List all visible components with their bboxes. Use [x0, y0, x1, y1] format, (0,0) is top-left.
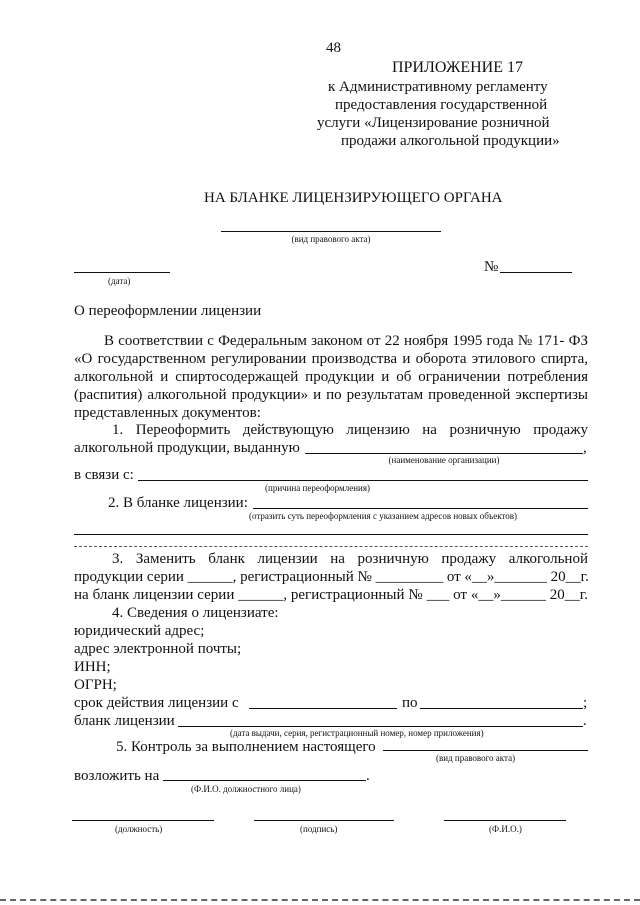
appendix-line-4: продажи алкогольной продукции» [341, 133, 560, 149]
blank-label: бланк лицензии [74, 713, 175, 729]
intro-line-5: представленных документов: [74, 405, 261, 421]
reason-label: (причина переоформления) [265, 483, 370, 493]
issue-details-label: (дата выдачи, серия, регистрационный номер, номер приложения) [230, 728, 484, 738]
validity-to-line [420, 708, 583, 709]
validity-to: по [402, 695, 418, 711]
appendix-title: ПРИЛОЖЕНИЕ 17 [392, 59, 524, 76]
field-legal-address: юридический адрес; [74, 623, 205, 639]
subject: О переоформлении лицензии [74, 303, 262, 319]
blank-header: НА БЛАНКЕ ЛИЦЕНЗИРУЮЩЕГО ОРГАНА [204, 190, 503, 206]
org-name-line [305, 453, 583, 454]
validity-prefix: срок действия лицензии с [74, 695, 239, 711]
intro-line-3: алкогольной и спиртосодержащей продукции и об ограничении потребления [74, 369, 588, 385]
org-name-label: (наименование организации) [388, 455, 500, 465]
position-label: (должность) [115, 824, 163, 834]
number-line [500, 272, 572, 273]
position-line [72, 820, 214, 821]
appendix-line-2: предоставления государственной [335, 97, 548, 113]
reason-line [138, 480, 588, 481]
act-type-label-2: (вид правового акта) [436, 753, 516, 763]
item1-line-2: алкогольной продукции, выданную [74, 440, 300, 456]
blank-line-2 [74, 546, 588, 547]
item3-line-2: продукции серии ______, регистрационный № _________ от «__»_______ 20__г. [74, 569, 589, 585]
intro-line-1: В соответствии с Федеральным законом от 22 ноября 1995 года № 171- ФЗ [104, 333, 588, 349]
item2-text: 2. В бланке лицензии: [108, 495, 248, 511]
scan-edge [0, 899, 640, 901]
number-sign: № [484, 259, 499, 275]
essence-label: (отразить суть переоформления с указанием адресов новых объектов) [249, 511, 518, 521]
item3-line-1: 3. Заменить бланк лицензии на розничную продажу алкогольной [112, 551, 588, 567]
in-connection: в связи с: [74, 467, 134, 483]
appendix-line-1: к Административному регламенту [328, 79, 548, 95]
field-inn: ИНН; [74, 659, 111, 675]
official-line [163, 780, 366, 781]
signature-line [254, 820, 394, 821]
fio-official-label: (Ф.И.О. должностного лица) [191, 784, 301, 794]
assign-to: возложить на [74, 768, 160, 784]
validity-from-line [249, 708, 397, 709]
item5-text: 5. Контроль за выполнением настоящего [116, 739, 376, 755]
act-type-line-2 [383, 750, 588, 751]
blank-line-1 [74, 534, 588, 535]
signature-label: (подпись) [300, 824, 338, 834]
essence-line [253, 508, 588, 509]
date-line [74, 272, 170, 273]
page-number: 48 [326, 40, 341, 56]
item3-line-3: на бланк лицензии серии ______, регистрационный № ___ от «__»______ 20__г. [74, 587, 588, 603]
issue-details-line [178, 726, 583, 727]
act-type-line [221, 231, 441, 232]
appendix-line-3: услуги «Лицензирование розничной [317, 115, 550, 131]
fio-label: (Ф.И.О.) [489, 824, 522, 834]
intro-line-4: (распития) алкогольной продукции» и по результатам проведенной экспертизы [74, 387, 588, 403]
date-label: (дата) [108, 276, 131, 286]
act-type-label: (вид правового акта) [291, 234, 371, 244]
item1-line-1: 1. Переоформить действующую лицензию на розничную продажу [112, 422, 588, 438]
fio-line [444, 820, 566, 821]
item4-heading: 4. Сведения о лицензиате: [112, 605, 279, 621]
intro-line-2: «О государственном регулировании производства и оборота этилового спирта, [74, 351, 588, 367]
field-ogrn: ОГРН; [74, 677, 117, 693]
field-email: адрес электронной почты; [74, 641, 242, 657]
